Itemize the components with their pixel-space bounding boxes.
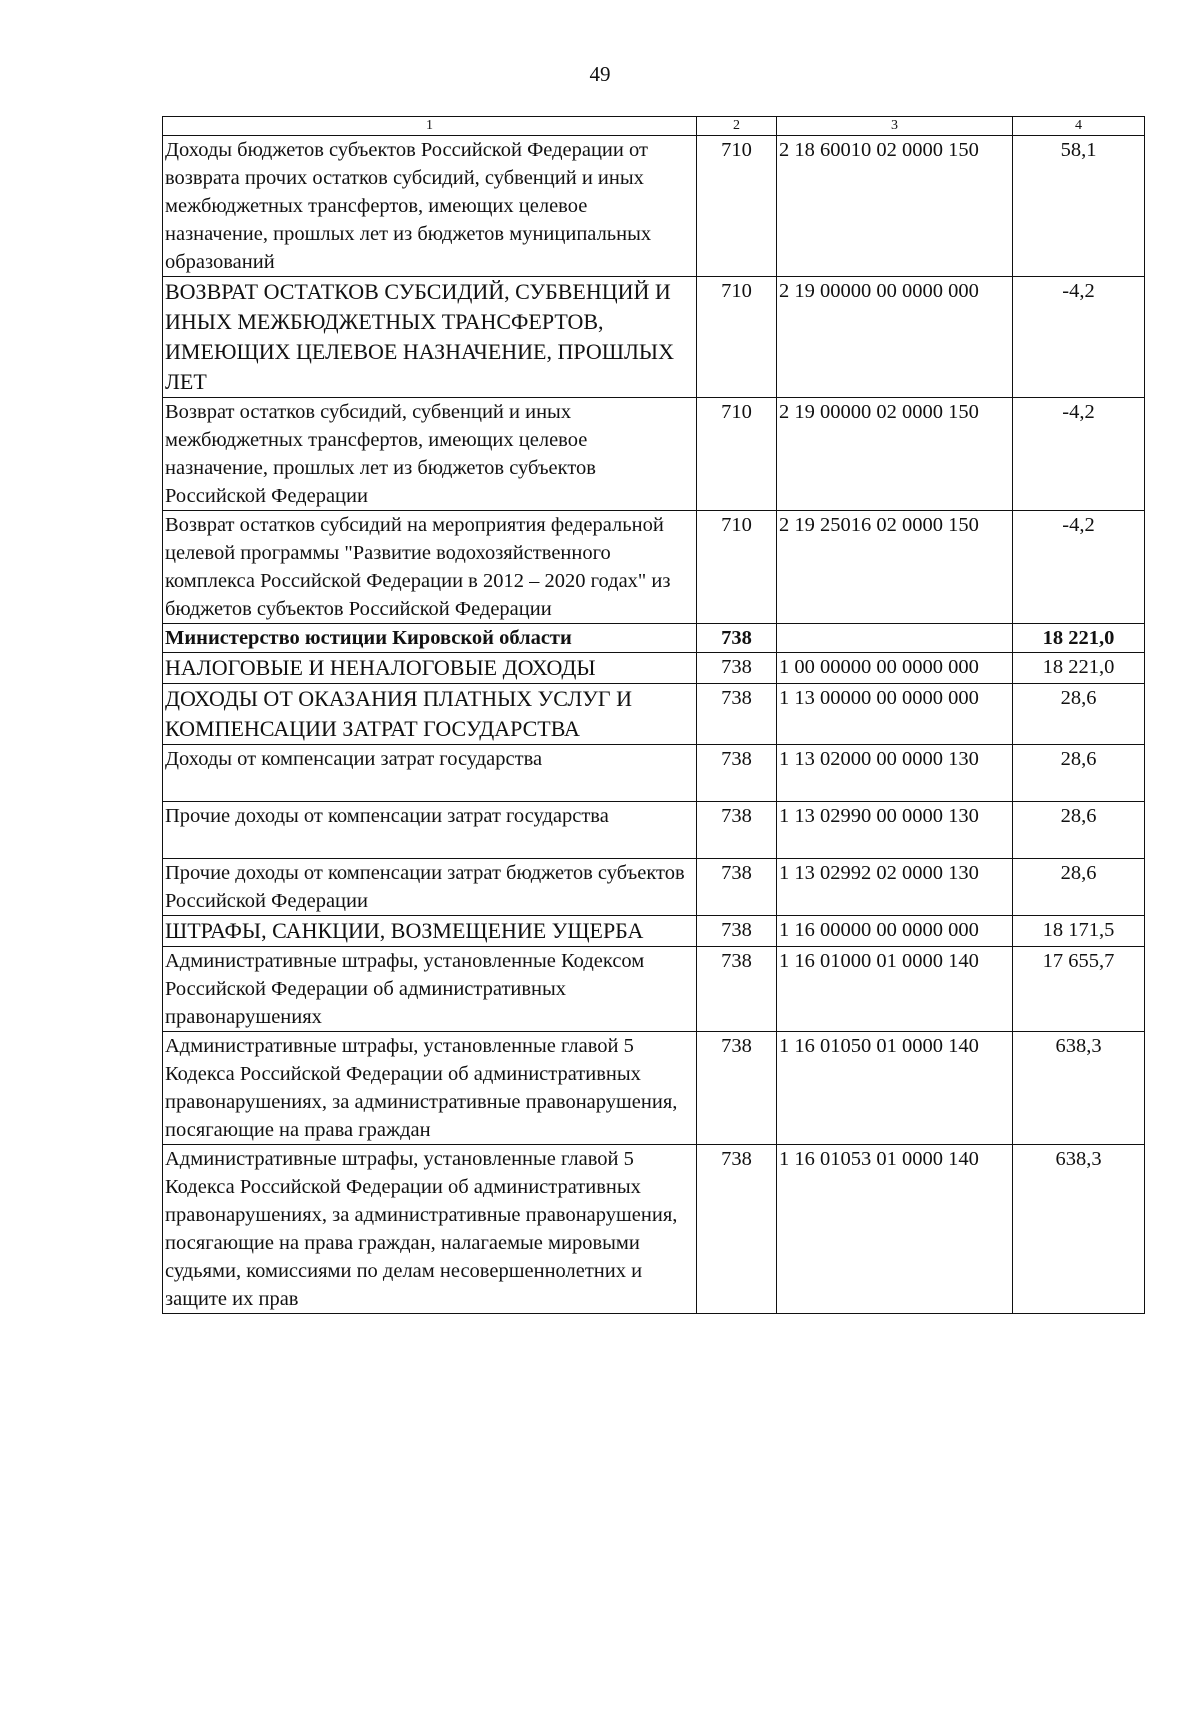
row-admin-code: 738 (697, 802, 777, 859)
row-name: Министерство юстиции Кировской области (163, 624, 697, 653)
table-row (163, 859, 1145, 916)
row-amount: 18 171,5 (1013, 916, 1145, 947)
row-name: ДОХОДЫ ОТ ОКАЗАНИЯ ПЛАТНЫХ УСЛУГ И КОМПЕНСАЦИИ ЗАТРАТ ГОСУДАРСТВА (163, 684, 697, 745)
row-amount: 28,6 (1013, 745, 1145, 802)
table-row (163, 1032, 1145, 1145)
row-classification-code: 2 19 00000 00 0000 000 (777, 277, 1013, 398)
row-name: Доходы от компенсации затрат государства (163, 745, 697, 802)
row-name: Прочие доходы от компенсации затрат государства (163, 802, 697, 859)
row-classification-code: 1 13 02000 00 0000 130 (777, 745, 1013, 802)
row-classification-code: 1 16 00000 00 0000 000 (777, 916, 1013, 947)
header-row (163, 117, 1145, 136)
row-admin-code: 738 (697, 916, 777, 947)
row-name: ШТРАФЫ, САНКЦИИ, ВОЗМЕЩЕНИЕ УЩЕРБА (163, 916, 697, 947)
row-amount: 28,6 (1013, 859, 1145, 916)
row-name: Доходы бюджетов субъектов Российской Федерации от возврата прочих остатков субсидий, субвенций и иных межбюджетных трансфертов, имеющих целевое назначение, прошлых лет из бюджетов муниципальных образований (163, 136, 697, 277)
table-row (163, 136, 1145, 277)
row-admin-code: 710 (697, 136, 777, 277)
header-col-2: 2 (697, 117, 777, 136)
row-classification-code: 2 19 25016 02 0000 150 (777, 511, 1013, 624)
table-row (163, 802, 1145, 859)
row-amount: 17 655,7 (1013, 947, 1145, 1032)
row-classification-code: 1 13 00000 00 0000 000 (777, 684, 1013, 745)
row-admin-code: 738 (697, 947, 777, 1032)
table-row (163, 398, 1145, 511)
table-row (163, 745, 1145, 802)
table-body (163, 136, 1145, 1314)
row-amount: 18 221,0 (1013, 624, 1145, 653)
row-classification-code: 1 13 02990 00 0000 130 (777, 802, 1013, 859)
row-admin-code: 738 (697, 745, 777, 802)
row-name: Прочие доходы от компенсации затрат бюджетов субъектов Российской Федерации (163, 859, 697, 916)
row-amount: -4,2 (1013, 398, 1145, 511)
table-row (163, 947, 1145, 1032)
row-amount: -4,2 (1013, 277, 1145, 398)
row-admin-code: 738 (697, 1145, 777, 1314)
row-classification-code: 1 16 01050 01 0000 140 (777, 1032, 1013, 1145)
table-row (163, 1145, 1145, 1314)
header-col-1: 1 (163, 117, 697, 136)
revenue-table (162, 116, 1145, 1314)
header-col-4: 4 (1013, 117, 1145, 136)
row-name: Возврат остатков субсидий на мероприятия федеральной целевой программы "Развитие водохозяйственного комплекса Российской Федерации в 2012 – 2020 годах" из бюджетов субъектов Российской Федерации (163, 511, 697, 624)
table-row (163, 916, 1145, 947)
row-classification-code: 1 00 00000 00 0000 000 (777, 653, 1013, 684)
row-name: Административные штрафы, установленные главой 5 Кодекса Российской Федерации об административных правонарушениях, за административные правонарушения, посягающие на права граждан (163, 1032, 697, 1145)
table-header (163, 117, 1145, 136)
page-number: 49 (589, 62, 611, 86)
row-admin-code: 738 (697, 1032, 777, 1145)
row-name: НАЛОГОВЫЕ И НЕНАЛОГОВЫЕ ДОХОДЫ (163, 653, 697, 684)
table-row (163, 624, 1145, 653)
row-classification-code: 1 13 02992 02 0000 130 (777, 859, 1013, 916)
table-row (163, 511, 1145, 624)
table-row (163, 653, 1145, 684)
row-classification-code: 1 16 01000 01 0000 140 (777, 947, 1013, 1032)
table-row (163, 684, 1145, 745)
row-name: Административные штрафы, установленные главой 5 Кодекса Российской Федерации об административных правонарушениях, за административные правонарушения, посягающие на права граждан, налагаемые мировыми судьями, комиссиями по делам несовершеннолетних и защите их прав (163, 1145, 697, 1314)
row-name: Возврат остатков субсидий, субвенций и иных межбюджетных трансфертов, имеющих целевое назначение, прошлых лет из бюджетов субъектов Российской Федерации (163, 398, 697, 511)
row-classification-code (777, 624, 1013, 653)
row-classification-code: 1 16 01053 01 0000 140 (777, 1145, 1013, 1314)
row-amount: 28,6 (1013, 802, 1145, 859)
row-admin-code: 738 (697, 653, 777, 684)
row-name: ВОЗВРАТ ОСТАТКОВ СУБСИДИЙ, СУБВЕНЦИЙ И ИНЫХ МЕЖБЮДЖЕТНЫХ ТРАНСФЕРТОВ, ИМЕЮЩИХ ЦЕЛЕВОЕ НАЗНАЧЕНИЕ, ПРОШЛЫХ ЛЕТ (163, 277, 697, 398)
row-admin-code: 738 (697, 684, 777, 745)
row-admin-code: 710 (697, 511, 777, 624)
row-amount: -4,2 (1013, 511, 1145, 624)
row-amount: 638,3 (1013, 1145, 1145, 1314)
row-amount: 18 221,0 (1013, 653, 1145, 684)
row-amount: 638,3 (1013, 1032, 1145, 1145)
row-admin-code: 710 (697, 398, 777, 511)
row-amount: 28,6 (1013, 684, 1145, 745)
row-name: Административные штрафы, установленные Кодексом Российской Федерации об административных правонарушениях (163, 947, 697, 1032)
table-row (163, 277, 1145, 398)
row-admin-code: 738 (697, 859, 777, 916)
row-amount: 58,1 (1013, 136, 1145, 277)
row-classification-code: 2 18 60010 02 0000 150 (777, 136, 1013, 277)
row-classification-code: 2 19 00000 02 0000 150 (777, 398, 1013, 511)
row-admin-code: 710 (697, 277, 777, 398)
row-admin-code: 738 (697, 624, 777, 653)
header-col-3: 3 (777, 117, 1013, 136)
